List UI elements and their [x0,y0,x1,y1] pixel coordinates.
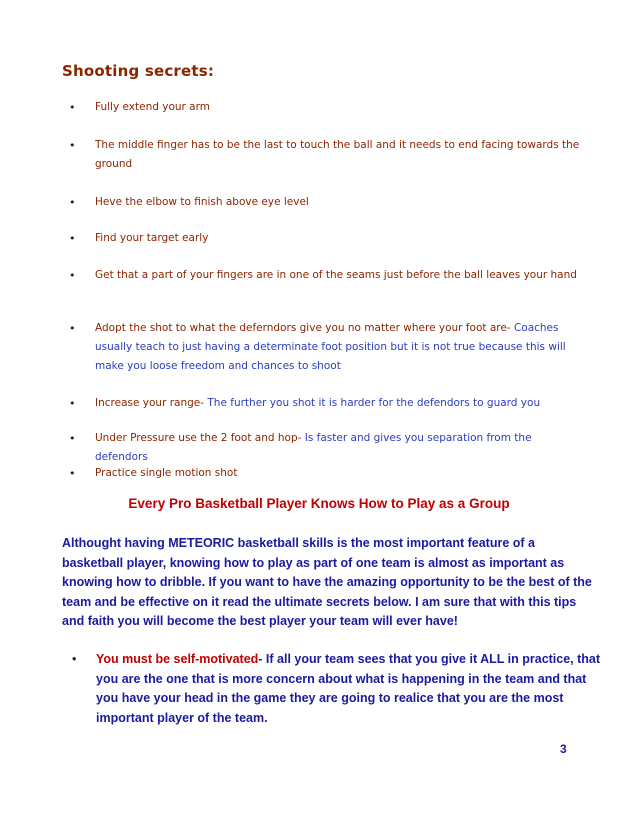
list-item-detail: Is faster and gives you separation from the defendors [95,432,532,463]
bullet-icon: • [69,322,76,335]
list-item [62,650,602,728]
list-item-lead: Increase your range- [95,397,208,409]
list-item-text: Fully extend your arm [95,101,210,113]
bullet-icon: • [69,269,76,282]
list-item [62,136,582,174]
list-item-text: Heve the elbow to finish above eye level [95,196,309,208]
bullet-icon: • [69,101,76,114]
list-item-text: Get that a part of your fingers are in one of the seams just before the ball leaves your hand [95,269,577,281]
list-item [62,319,582,376]
bullet-icon: • [69,432,76,445]
bullet-icon: • [69,139,76,152]
list-item-lead: Under Pressure use the 2 foot and hop- [95,432,305,444]
list-item-lead: You must be self-motivated [96,652,259,666]
list-item-detail: - If all your team sees that you give it ALL in practice, that you are the one that is more concern about what is happening in the team and that you have your head in the game they are going to realice that you are the most important player of the team. [96,652,601,725]
bullet-icon: • [69,196,76,209]
list-item-detail: Coaches usually teach to just having a determinate foot position but it is not true because this will make you loose freedom and chances to shoot [95,322,566,372]
list-item [62,394,582,413]
list-item [62,98,582,117]
list-item [62,193,582,212]
list-item-detail: The further you shot it is harder for the defendors to guard you [207,397,541,409]
list-item-text: Practice single motion shot [95,467,238,479]
page-number: 3 [560,742,567,756]
bullet-icon: • [69,397,76,410]
list-item [62,464,582,483]
list-item-text: Find your target early [95,232,209,244]
list-item [62,229,582,248]
list-item-text: The middle finger has to be the last to touch the ball and it needs to end facing towards the ground [95,139,580,170]
bullet-icon: • [69,232,76,245]
bullet-icon: • [69,467,76,480]
bullet-icon: • [72,652,77,666]
list-item-lead: Adopt the shot to what the deferndors give you no matter where your foot are- [95,322,514,334]
section-title: Every Pro Basketball Player Knows How to Play as a Group [128,496,510,511]
body-paragraph: Althought having METEORIC basketball skills is the most important feature of a basketball player, knowing how to play as part of one team is almost as important as knowing how to dribble. If you want to have the amazing opportunity to be the best of the team and be effective on it read the ultimate secrets below. I am sure that with this tips and faith you will become the best player your team will ever have! [62,536,592,628]
list-item [62,429,582,467]
list-item [62,266,582,285]
section-heading: Shooting secrets: [62,62,215,80]
